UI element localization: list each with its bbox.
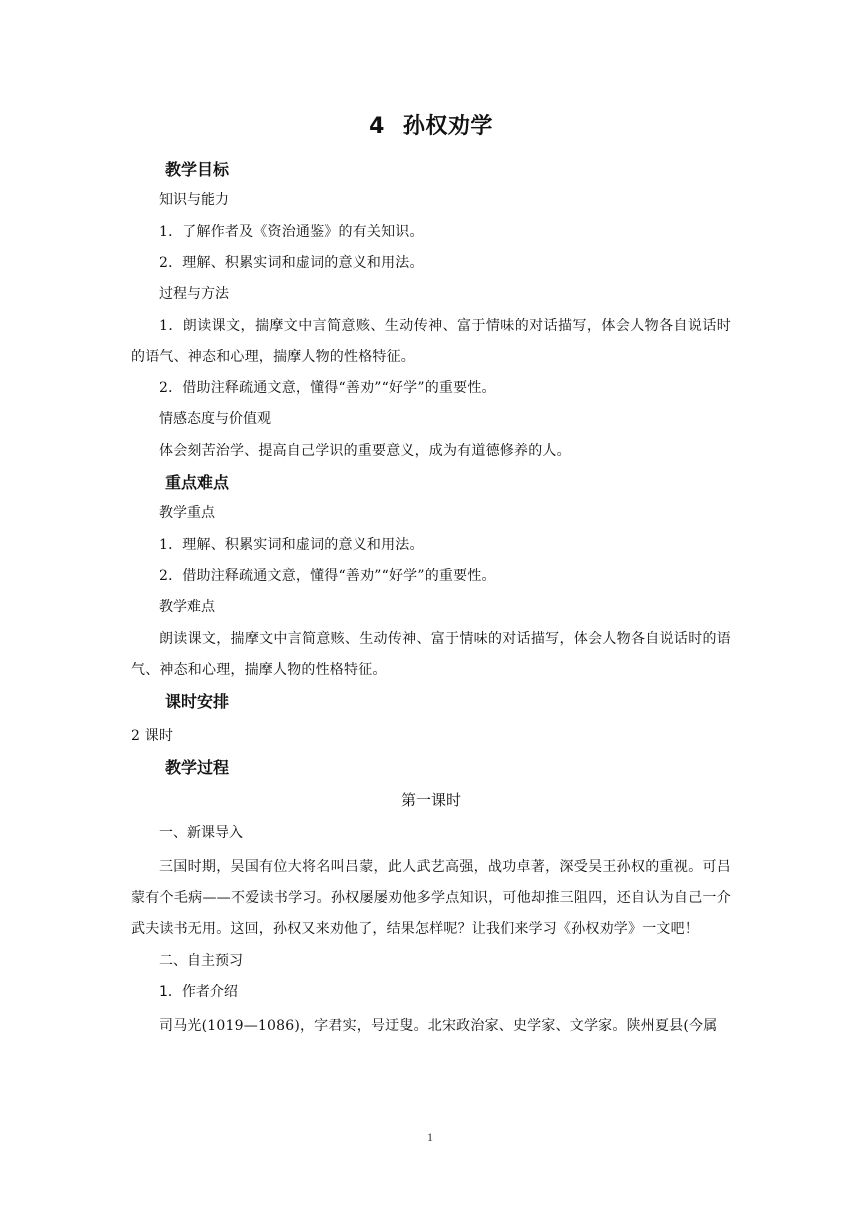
first-lesson-heading: 第一课时	[400, 791, 461, 809]
teaching-objectives-heading: 教学目标	[165, 160, 230, 179]
teaching-difficult-text: 朗读课文，揣摩文中言简意赅、生动传神、富于情味的对话描写，体会人物各自说话时的语气、神态和心理，揣摩人物的性格特征。	[131, 631, 731, 678]
process-item-2: 2．借助注释疏通文意，懂得“善劝”“好学”的重要性。	[159, 380, 496, 396]
process-method-heading: 过程与方法	[159, 286, 229, 302]
title-text: 孙权劝学	[402, 114, 493, 139]
teaching-key-item-1: 1．理解、积累实词和虚词的意义和用法。	[159, 537, 424, 553]
teaching-process-heading: 教学过程	[165, 758, 230, 777]
knowledge-item-2: 2．理解、积累实词和虚词的意义和用法。	[159, 255, 424, 271]
author-intro-heading: 1．作者介绍	[159, 984, 238, 1000]
schedule-text: 2 课时	[131, 728, 174, 744]
lesson-number: 4	[369, 114, 385, 139]
key-difficult-heading: 重点难点	[165, 473, 230, 492]
knowledge-item-1: 1．了解作者及《资治通鉴》的有关知识。	[159, 224, 424, 240]
new-lesson-intro-heading: 一、新课导入	[159, 825, 243, 841]
teaching-key-item-2: 2．借助注释疏通文意，懂得“善劝”“好学”的重要性。	[159, 568, 496, 584]
author-intro-text: 司马光(1019—1086)，字君实，号迂叟。北宋政治家、史学家、文学家。陕州夏县(今属	[159, 1018, 718, 1034]
new-lesson-intro-text: 三国时期，吴国有位大将名叫吕蒙，此人武艺高强，战功卓著，深受吴王孙权的重视。可吕蒙有个毛病——不爱读书学习。孙权屡屡劝他多学点知识，可他却推三阻四，还自认为自己一介武夫读书无用。这回，孙权又来劝他了，结果怎样呢？让我们来学习《孙权劝学》一文吧！	[131, 859, 731, 937]
self-preview-heading: 二、自主预习	[159, 953, 243, 969]
teaching-difficult-heading: 教学难点	[159, 599, 215, 615]
teaching-key-heading: 教学重点	[159, 505, 215, 521]
process-item-1: 1．朗读课文，揣摩文中言简意赅、生动传神、富于情味的对话描写，体会人物各自说话时的语气、神态和心理，揣摩人物的性格特征。	[131, 318, 731, 365]
page-title	[131, 108, 731, 146]
schedule-heading: 课时安排	[165, 692, 230, 711]
knowledge-ability-heading: 知识与能力	[159, 192, 229, 208]
emotion-value-heading: 情感态度与价值观	[159, 411, 271, 427]
emotion-value-text: 体会刻苦治学、提高自己学识的重要意义，成为有道德修养的人。	[159, 443, 571, 459]
page-number: 1	[427, 1130, 433, 1144]
page-content	[131, 108, 731, 1042]
